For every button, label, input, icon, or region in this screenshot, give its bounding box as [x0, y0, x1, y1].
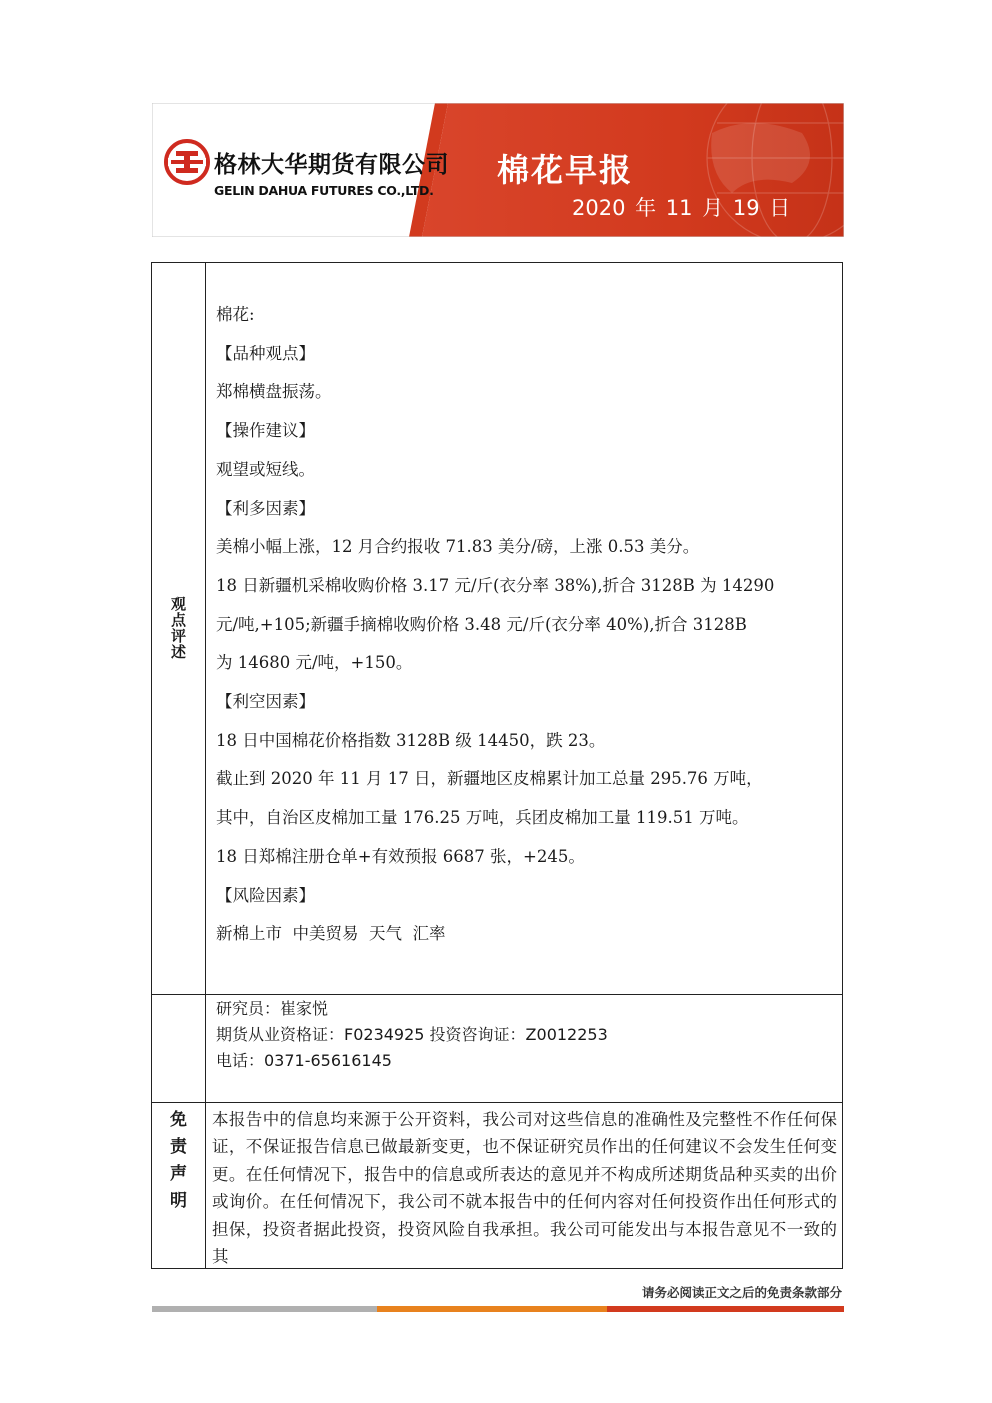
view-line: 【操作建议】 — [216, 421, 315, 441]
footer-color-bar — [152, 1306, 844, 1312]
view-line: 18 日郑棉注册仓单+有效预报 6687 张，+245。 — [216, 846, 585, 866]
researcher-name: 研究员：崔家悦 — [216, 998, 329, 1018]
view-label-cell — [152, 263, 206, 995]
footer-note: 请务必阅读正文之后的免责条款部分 — [641, 1285, 842, 1300]
disclaimer-text: 本报告中的信息均来源于公开资料，我公司对这些信息的准确性及完整性不作任何保证，不保证报告信息已做最新变更，也不保证研究员作出的任何建议不会发生任何变更。在任何情况下，报告中的信息或所表达的意见并不构成所述期货品种买卖的出价或询价。在任何情况下，我公司不就本报告中的任何内容对任何投资作出任何形式的担保，投资者据此投资，投资风险自我承担。我公司可能发出与本报告意见不一致的其 — [212, 1109, 837, 1267]
view-line: 为 14680 元/吨，+150。 — [216, 653, 413, 673]
view-line: 18 日中国棉花价格指数 3128B 级 14450，跌 23。 — [216, 730, 606, 750]
view-line: 【利空因素】 — [216, 692, 315, 712]
disclaimer-row — [152, 1102, 843, 1268]
report-header-banner — [152, 103, 844, 237]
footer-bar-segment — [152, 1306, 377, 1312]
footer-bar-segment — [607, 1306, 844, 1312]
researcher-phone: 电话：0371-65616145 — [216, 1050, 392, 1070]
disclaimer-label-cell — [152, 1102, 206, 1268]
view-line: 【风险因素】 — [216, 885, 315, 905]
view-line: 【品种观点】 — [216, 343, 315, 363]
view-line: 18 日新疆机采棉收购价格 3.17 元/斤(衣分率 38%),折合 3128B 为 14290 — [216, 575, 775, 595]
view-line: 郑棉横盘振荡。 — [216, 382, 332, 402]
view-line: 【利多因素】 — [216, 498, 315, 518]
researcher-license: 期货从业资格证：F0234925 投资咨询证：Z0012253 — [216, 1024, 608, 1044]
gelin-dahua-logo-icon — [164, 139, 210, 185]
view-line: 观望或短线。 — [216, 459, 315, 479]
contact-label-cell — [152, 994, 206, 1102]
view-row — [152, 263, 843, 995]
view-line: 新棉上市 中美贸易 天气 汇率 — [216, 924, 446, 944]
view-line: 棉花: — [216, 305, 255, 324]
view-section-label: 观点评述 — [170, 595, 186, 662]
view-line: 美棉小幅上涨，12 月合约报收 71.83 美分/磅，上涨 0.53 美分。 — [216, 537, 700, 557]
report-date: 2020 年 11 月 19 日 — [572, 196, 791, 220]
footer-bar-segment — [377, 1306, 607, 1312]
contact-content-cell — [206, 994, 843, 1102]
view-line: 元/吨,+105;新疆手摘棉收购价格 3.48 元/斤(衣分率 40%),折合 3128B — [216, 614, 747, 634]
report-title: 棉花早报 — [497, 151, 634, 189]
view-content — [206, 263, 842, 994]
view-content-cell — [206, 263, 843, 995]
contact-block — [206, 995, 842, 1102]
disclaimer-content-cell — [206, 1102, 843, 1268]
contact-row — [152, 994, 843, 1102]
view-line: 其中，自治区皮棉加工量 176.25 万吨，兵团皮棉加工量 119.51 万吨。 — [216, 808, 749, 828]
company-name-cn: 格林大华期货有限公司 — [214, 152, 449, 178]
view-line: 截止到 2020 年 11 月 17 日，新疆地区皮棉累计加工总量 295.76 万吨， — [216, 769, 763, 789]
disclaimer-section-label: 免责声明 — [170, 1109, 187, 1211]
company-name-en: GELIN DAHUA FUTURES CO.,LTD. — [214, 183, 434, 198]
report-table — [151, 262, 843, 1269]
